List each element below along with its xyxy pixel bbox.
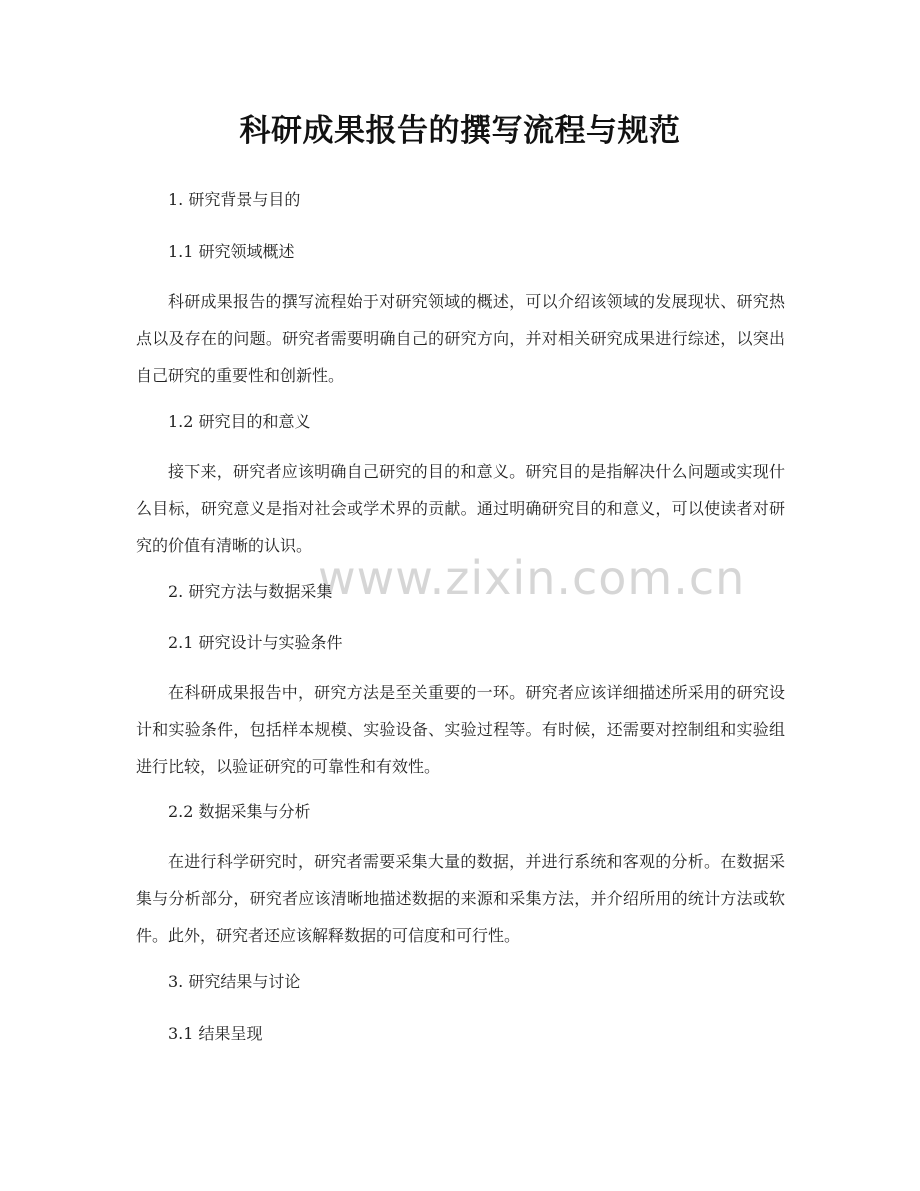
section-heading-3: 3. 研究结果与讨论 bbox=[168, 972, 301, 991]
watermark-text: www.zixin.com.cn bbox=[318, 551, 746, 605]
subsection-heading-2-1: 2.1 研究设计与实验条件 bbox=[168, 633, 343, 652]
subsection-heading-3-1: 3.1 结果呈现 bbox=[168, 1024, 263, 1043]
section-heading-2: 2. 研究方法与数据采集 bbox=[168, 582, 333, 601]
paragraph-1-1: 科研成果报告的撰写流程始于对研究领域的概述，可以介绍该领域的发展现状、研究热点以及存在的问题。研究者需要明确自己的研究方向，并对相关研究成果进行综述，以突出自己研究的重要性和创新性。 bbox=[136, 292, 785, 385]
section-heading-1: 1. 研究背景与目的 bbox=[168, 190, 301, 209]
subsection-heading-1-1: 1.1 研究领域概述 bbox=[168, 242, 295, 261]
paragraph-2-2: 在进行科学研究时，研究者需要采集大量的数据，并进行系统和客观的分析。在数据采集与分析部分，研究者应该清晰地描述数据的来源和采集方法，并介绍所用的统计方法或软件。此外，研究者还应该解释数据的可信度和可行性。 bbox=[136, 852, 785, 945]
paragraph-1-2: 接下来，研究者应该明确自己研究的目的和意义。研究目的是指解决什么问题或实现什么目标，研究意义是指对社会或学术界的贡献。通过明确研究目的和意义，可以使读者对研究的价值有清晰的认识。 bbox=[136, 462, 785, 555]
document-title: 科研成果报告的撰写流程与规范 bbox=[239, 113, 681, 149]
paragraph-2-1: 在科研成果报告中，研究方法是至关重要的一环。研究者应该详细描述所采用的研究设计和实验条件，包括样本规模、实验设备、实验过程等。有时候，还需要对控制组和实验组进行比较，以验证研究的可靠性和有效性。 bbox=[136, 683, 785, 776]
subsection-heading-2-2: 2.2 数据采集与分析 bbox=[168, 802, 311, 821]
subsection-heading-1-2: 1.2 研究目的和意义 bbox=[168, 412, 311, 431]
